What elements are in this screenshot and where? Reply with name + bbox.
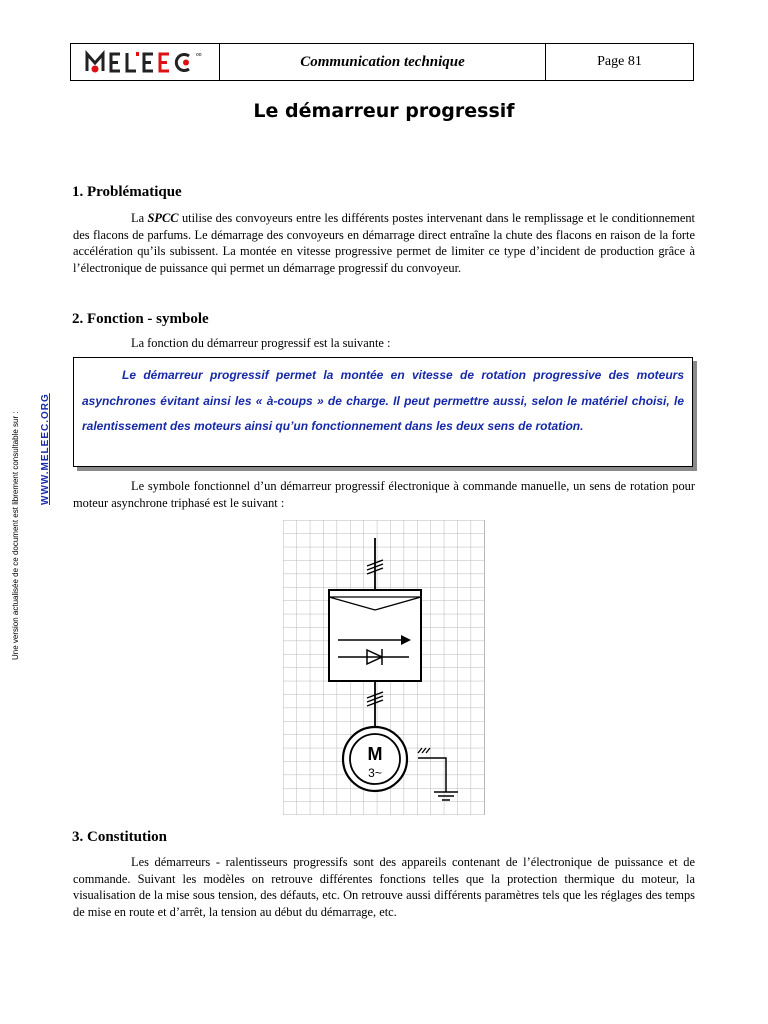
header-title: Communication technique	[220, 44, 546, 80]
section-fonction-heading: 2. Fonction - symbole	[72, 311, 209, 327]
symbol-description: Le symbole fonctionnel d’un démarreur progressif électronique à commande manuelle, un sens de rotation pour moteur asynchrone triphasé est le suivant :	[73, 479, 695, 510]
page-header	[70, 43, 694, 81]
meleec-website-link[interactable]: WWW.MELEEC.ORG	[40, 393, 51, 505]
soft-starter-symbol-diagram	[283, 520, 485, 815]
soft-starter-symbol	[283, 520, 485, 815]
definition-box: Le démarreur progressif permet la montée en vitesse de rotation progressive des moteurs asynchrones évitant ainsi les « à-coups » de charge. Il peut permettre aussi, selon le matériel choisi, le ralentissement des moteurs ainsi qu’un fonctionnement dans les deux sens de rotation.	[73, 357, 693, 467]
section-constitution-heading: 3. Constitution	[72, 829, 168, 845]
spcc-emphasis: SPCC	[147, 211, 179, 225]
section-problematique-heading: 1. Problématique	[72, 184, 182, 200]
meleec-logo	[71, 44, 220, 80]
svg-text:oo: oo	[195, 52, 202, 58]
section-problematique-paragraph: La SPCC utilise des convoyeurs entre les différents postes intervenant dans le remplissage et le conditionnement des flacons de parfums. Le démarrage des convoyeurs en démarrage direct entraîne la chute des flacons en raison de la forte accélération qu’ils subissent. La montée en vitesse progressive permet de limiter ce type d’incident de production grâce à l’électronique de puissance qui permet un démarrage progressif du convoyeur.	[73, 211, 695, 275]
motor-sub-label: 3~	[368, 766, 382, 780]
fonction-intro: La fonction du démarreur progressif est la suivante :	[131, 336, 391, 350]
document-title: Le démarreur progressif	[253, 100, 515, 122]
motor-label: M	[367, 744, 383, 764]
section-constitution-paragraph: Les démarreurs - ralentisseurs progressifs sont des appareils contenant de l’électronique de puissance et de commande. Suivant les modèles on retrouve différentes fonctions telles que la protection thermique du moteur, la visualisation de la mise sous tension, des défauts, etc. On retrouve aussi différents paramètres tels que les réglages des temps de mise en route et d’arrêt, la tension au début du démarrage, etc.	[73, 855, 695, 919]
side-note-text: Une version actualisée de ce document est librement consultable sur :	[11, 411, 20, 660]
meleec-logo-graphic	[83, 49, 208, 75]
side-note	[10, 360, 60, 660]
page-number: Page 81	[597, 54, 642, 69]
